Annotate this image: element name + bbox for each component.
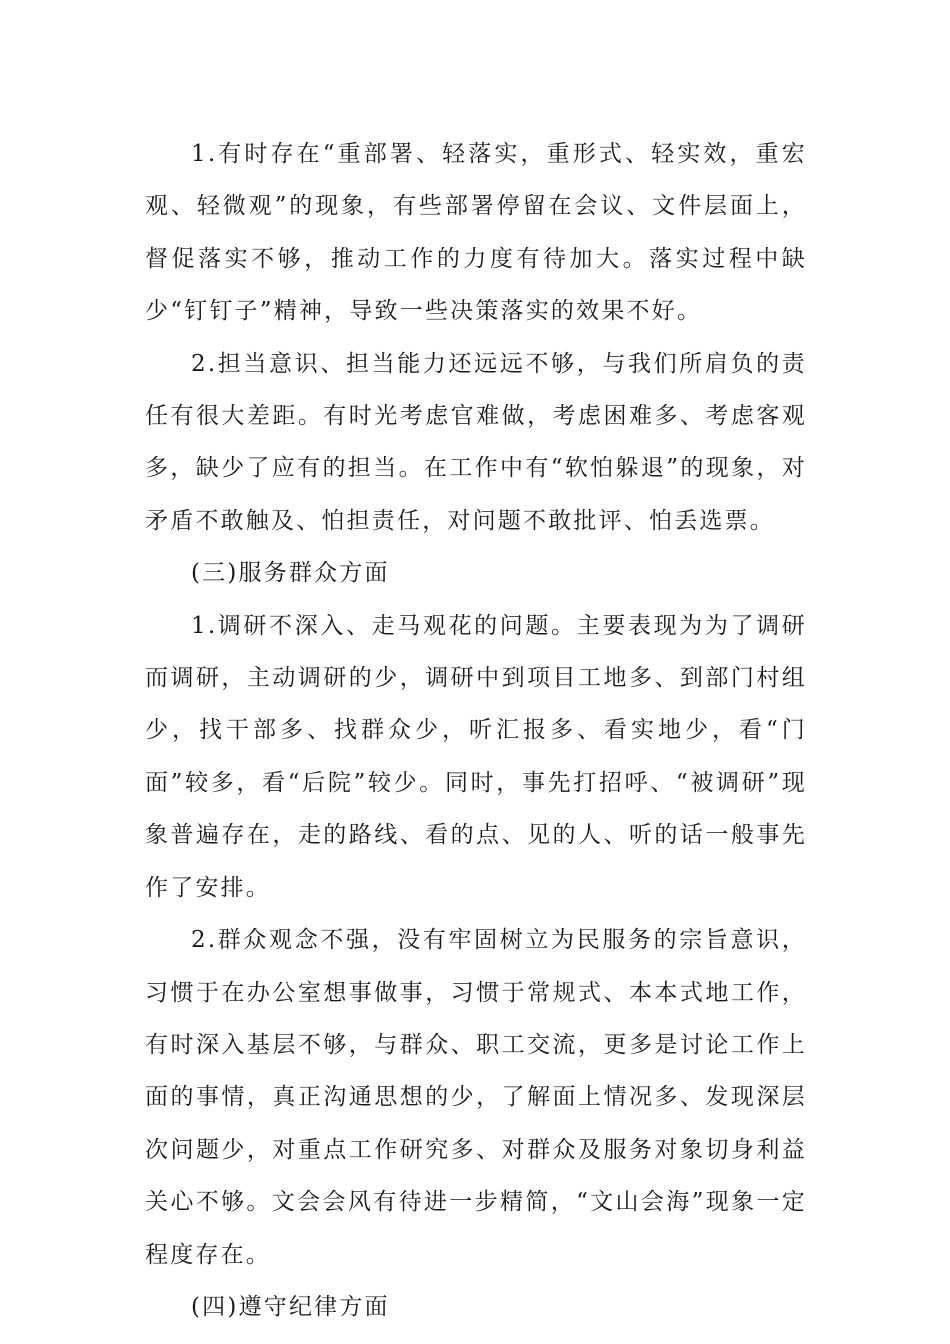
document-body	[145, 128, 807, 1333]
section-heading-3: (三)服务群众方面	[191, 560, 390, 587]
section-heading-4: (四)遵守纪律方面	[191, 1293, 390, 1320]
paragraph-3: 1.调研不深入、走马观花的问题。主要表现为为了调研而调研，主动调研的少，调研中到项目工地多、到部门村组少，找干部多、找群众少，听汇报多、看实地少，看“门面”较多，看“后院”较少。同时，事先打招呼、“被调研”现象普遍存在，走的路线、看的点、见的人、听的话一般事先作了安排。	[145, 612, 807, 901]
paragraph-1: 1.有时存在“重部署、轻落实，重形式、轻实效，重宏观、轻微观”的现象，有些部署停留在会议、文件层面上，督促落实不够，推动工作的力度有待加大。落实过程中缺少“钉钉子”精神，导致一些决策落实的效果不好。	[145, 141, 807, 325]
paragraph-2: 2.担当意识、担当能力还远远不够，与我们所肩负的责任有很大差距。有时光考虑官难做，考虑困难多、考虑客观多，缺少了应有的担当。在工作中有“软怕躲退”的现象，对矛盾不敢触及、怕担责任，对问题不敢批评、怕丢选票。	[145, 350, 807, 534]
paragraph-4: 2.群众观念不强，没有牢固树立为民服务的宗旨意识，习惯于在办公室想事做事，习惯于常规式、本本式地工作，有时深入基层不够，与群众、职工交流，更多是讨论工作上面的事情，真正沟通思想的少，了解面上情况多、发现深层次问题少，对重点工作研究多、对群众及服务对象切身利益关心不够。文会会风有待进一步精简，“文山会海”现象一定程度存在。	[145, 927, 807, 1268]
